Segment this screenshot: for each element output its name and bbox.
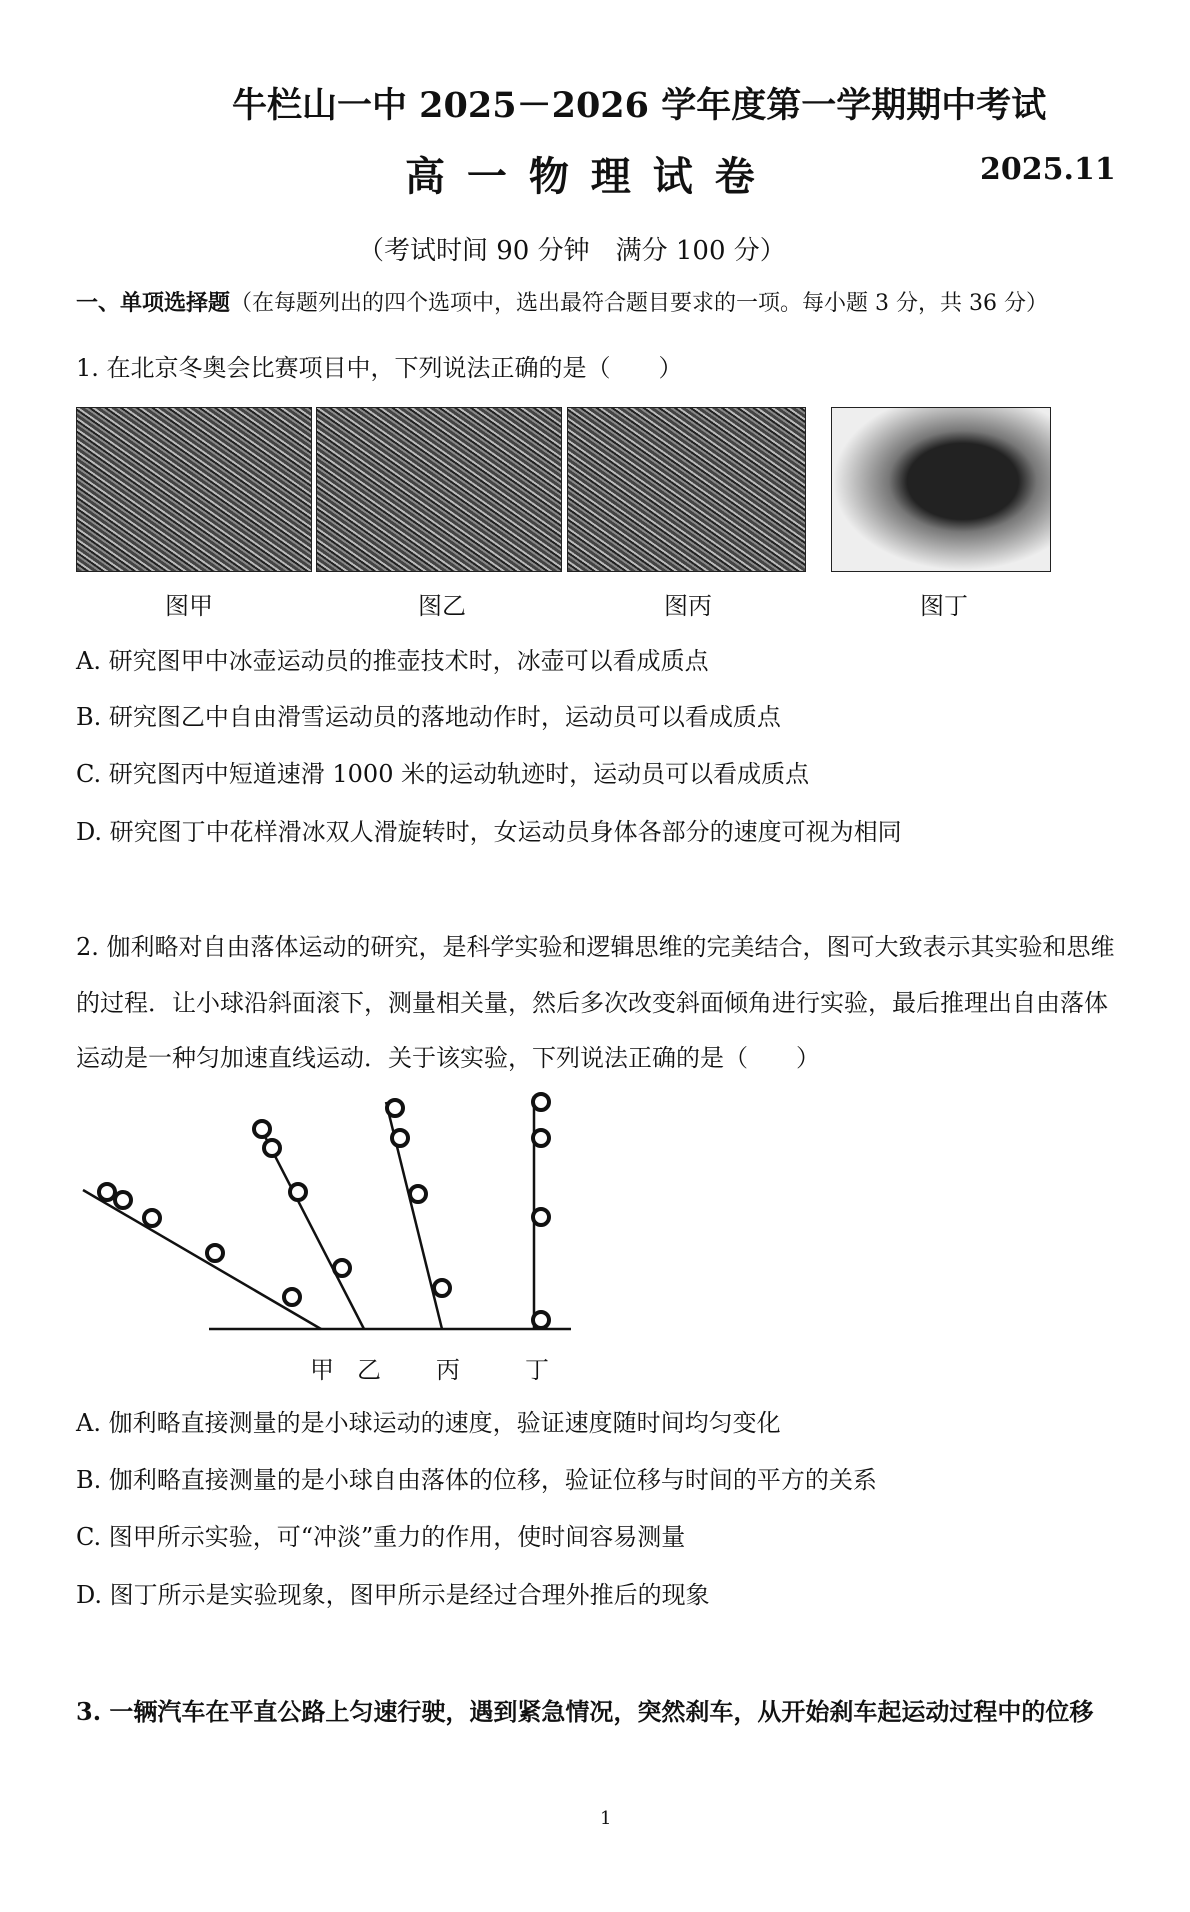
- caption-bing: 图丙: [664, 592, 712, 620]
- school-title: 牛栏山一中 2025－2026 学年度第一学期期中考试: [232, 85, 1047, 126]
- incline-jia: [83, 1190, 321, 1329]
- ball: [334, 1260, 350, 1276]
- diagram-label-jia: 甲: [310, 1356, 334, 1384]
- caption-yi: 图乙: [418, 592, 466, 620]
- caption-jia: 图甲: [165, 592, 213, 620]
- question-3-stem: 3. 一辆汽车在平直公路上匀速行驶，遇到紧急情况，突然刹车，从开始刹车起运动过程中的位移: [76, 1697, 1094, 1726]
- diagram-label-bing: 丙: [436, 1356, 460, 1384]
- ball: [533, 1312, 549, 1328]
- ball: [207, 1245, 223, 1261]
- ball: [284, 1289, 300, 1305]
- subject-title: 高 一 物 理 试 卷: [405, 153, 759, 200]
- page-number: 1: [600, 1808, 612, 1829]
- caption-ding: 图丁: [920, 592, 968, 620]
- ball: [410, 1186, 426, 1202]
- q1-option-a: A. 研究图甲中冰壶运动员的推壶技术时，冰壶可以看成质点: [76, 647, 709, 675]
- diagram-label-ding: 丁: [525, 1356, 549, 1384]
- ball: [533, 1130, 549, 1146]
- ball: [254, 1121, 270, 1137]
- section-instructions: （在每题列出的四个选项中，选出最符合题目要求的一项。每小题 3 分，共 36 分）: [230, 291, 1048, 316]
- q2-stem-line-2: 的过程．让小球沿斜面滚下，测量相关量，然后多次改变斜面倾角进行实验，最后推理出自由落体: [76, 989, 1108, 1017]
- q1-option-d: D. 研究图丁中花样滑冰双人滑旋转时，女运动员身体各部分的速度可视为相同: [76, 818, 902, 846]
- q2-option-c: C. 图甲所示实验，可“冲淡”重力的作用，使时间容易测量: [76, 1523, 686, 1551]
- ball: [144, 1210, 160, 1226]
- question-1-stem: 1. 在北京冬奥会比赛项目中，下列说法正确的是（ ）: [76, 354, 683, 382]
- ball: [387, 1100, 403, 1116]
- q2-stem-line-3: 运动是一种匀加速直线运动．关于该实验，下列说法正确的是（ ）: [76, 1044, 820, 1072]
- ball: [434, 1280, 450, 1296]
- q2-stem-line-1: 2. 伽利略对自由落体运动的研究，是科学实验和逻辑思维的完美结合，图可大致表示其实验和思维: [76, 933, 1115, 961]
- q2-option-b: B. 伽利略直接测量的是小球自由落体的位移，验证位移与时间的平方的关系: [76, 1466, 877, 1494]
- diagram-label-yi: 乙: [357, 1356, 381, 1384]
- exam-date: 2025.11: [980, 152, 1116, 187]
- exam-info: （考试时间 90 分钟 满分 100 分）: [358, 236, 786, 266]
- ball: [290, 1184, 306, 1200]
- ball: [264, 1140, 280, 1156]
- section-title: 一、单项选择题: [76, 290, 231, 316]
- ball: [115, 1192, 131, 1208]
- q2-option-a: A. 伽利略直接测量的是小球运动的速度，验证速度随时间均匀变化: [76, 1409, 781, 1437]
- q1-option-c: C. 研究图丙中短道速滑 1000 米的运动轨迹时，运动员可以看成质点: [76, 760, 810, 788]
- q2-option-d: D. 图丁所示是实验现象，图甲所示是经过合理外推后的现象: [76, 1581, 710, 1609]
- ball: [392, 1130, 408, 1146]
- ball: [533, 1209, 549, 1225]
- ball: [99, 1184, 115, 1200]
- ball: [533, 1094, 549, 1110]
- q1-option-b: B. 研究图乙中自由滑雪运动员的落地动作时，运动员可以看成质点: [76, 703, 781, 731]
